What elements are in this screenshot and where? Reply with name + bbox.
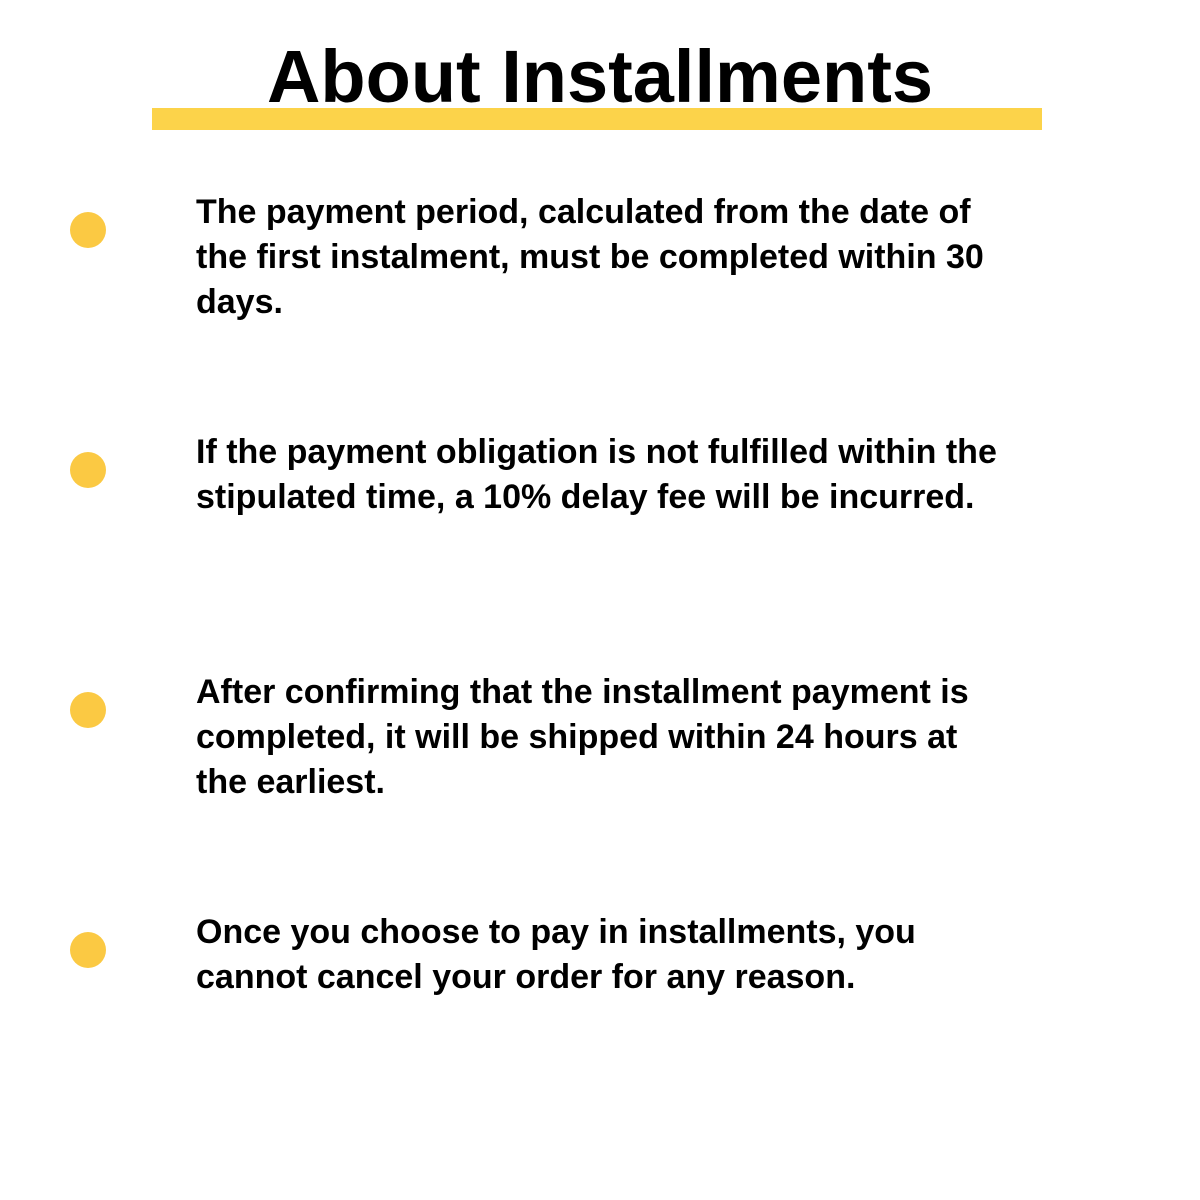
list-item — [0, 670, 1200, 910]
list-item-text: After confirming that the installment payment is completed, it will be shipped within 24 hours at the earliest. — [196, 673, 969, 801]
list-item — [0, 430, 1200, 670]
list-item-text: The payment period, calculated from the date of the first instalment, must be completed within 30 days. — [196, 193, 984, 321]
bullet-dot-icon — [70, 932, 106, 968]
installment-terms-list — [0, 190, 1200, 1150]
list-item — [0, 910, 1200, 1150]
list-item-text: If the payment obligation is not fulfilled within the stipulated time, a 10% delay fee will be incurred. — [196, 433, 997, 516]
bullet-dot-icon — [70, 692, 106, 728]
bullet-dot-icon — [70, 452, 106, 488]
list-item — [0, 190, 1200, 430]
page-header — [0, 0, 1200, 148]
list-item-text: Once you choose to pay in installments, you cannot cancel your order for any reason. — [196, 913, 916, 996]
page-title: About Installments — [266, 35, 934, 118]
bullet-dot-icon — [70, 212, 106, 248]
